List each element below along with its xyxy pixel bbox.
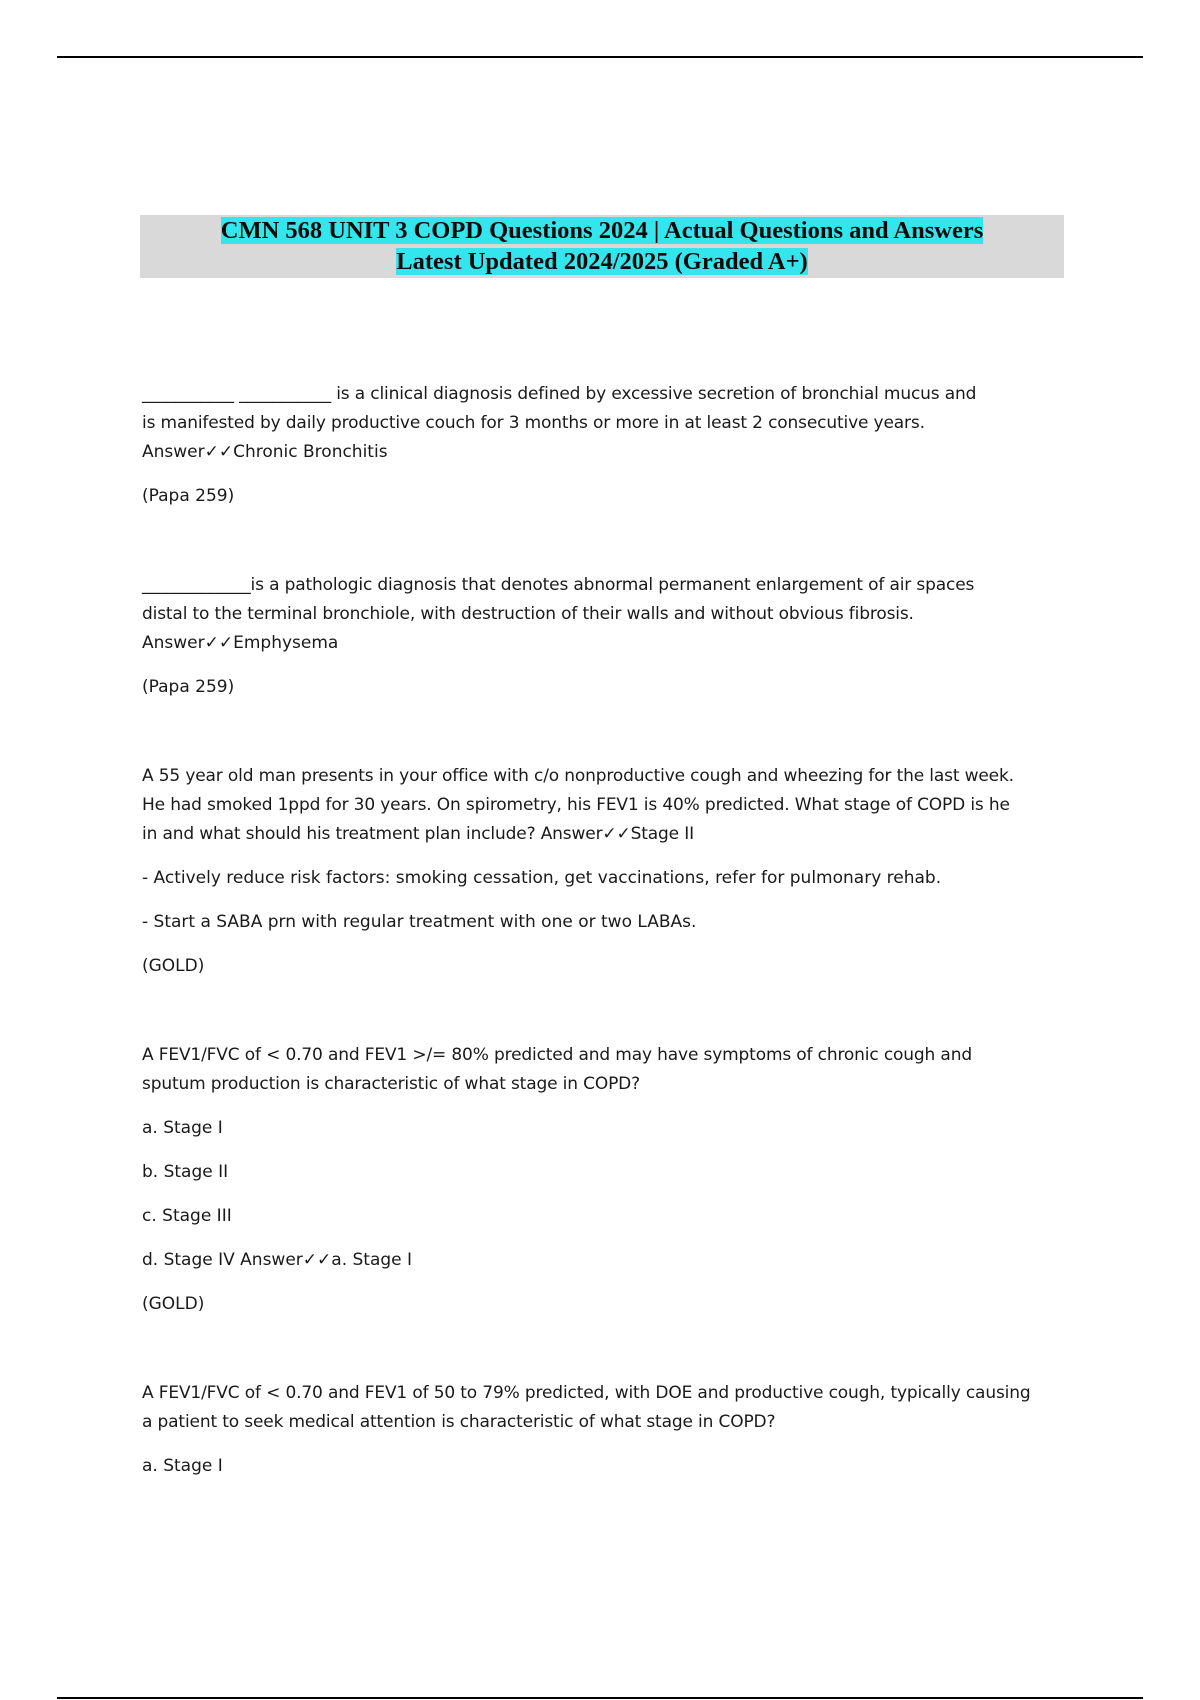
- answer-option: d. Stage IV Answer✓✓a. Stage I: [142, 1250, 413, 1270]
- answer-option: b. Stage II: [142, 1162, 229, 1182]
- footer-rule: [57, 1697, 1143, 1699]
- question-text: A FEV1/FVC of < 0.70 and FEV1 >/= 80% predicted and may have symptoms of chronic cough and: [142, 1045, 972, 1065]
- answer-option: c. Stage III: [142, 1206, 232, 1226]
- answer-text: Answer✓✓Chronic Bronchitis: [142, 442, 388, 462]
- answer-text: Answer✓✓Emphysema: [142, 633, 339, 653]
- question-text: sputum production is characteristic of what stage in COPD?: [142, 1074, 640, 1094]
- answer-option: a. Stage I: [142, 1456, 223, 1476]
- answer-option: a. Stage I: [142, 1118, 223, 1138]
- document-title: [140, 215, 1064, 278]
- question-text: A FEV1/FVC of < 0.70 and FEV1 of 50 to 79% predicted, with DOE and productive cough, typically causing: [142, 1383, 1031, 1403]
- question-text: ___________ ___________ is a clinical diagnosis defined by excessive secretion of bronchial mucus and: [142, 384, 977, 404]
- source-reference: (Papa 259): [142, 486, 235, 506]
- source-reference: (Papa 259): [142, 677, 235, 697]
- title-line-1: CMN 568 UNIT 3 COPD Questions 2024 | Actual Questions and Answers: [220, 217, 984, 244]
- question-block: [142, 380, 1067, 511]
- source-reference: (GOLD): [142, 956, 205, 976]
- question-block: [142, 1041, 1067, 1319]
- question-list: [142, 380, 1067, 1481]
- question-block: [142, 571, 1067, 702]
- question-text: A 55 year old man presents in your office with c/o nonproductive cough and wheezing for the last week.: [142, 766, 1014, 786]
- title-line-2: Latest Updated 2024/2025 (Graded A+): [396, 248, 808, 275]
- treatment-bullet: - Actively reduce risk factors: smoking cessation, get vaccinations, refer for pulmonary rehab.: [142, 868, 942, 888]
- question-text: distal to the terminal bronchiole, with destruction of their walls and without obvious fibrosis.: [142, 604, 914, 624]
- question-block: [142, 762, 1067, 981]
- question-block: [142, 1379, 1067, 1481]
- question-text: He had smoked 1ppd for 30 years. On spirometry, his FEV1 is 40% predicted. What stage of COPD is he: [142, 795, 1010, 815]
- header-rule: [57, 56, 1143, 58]
- question-text: is manifested by daily productive couch for 3 months or more in at least 2 consecutive years.: [142, 413, 925, 433]
- source-reference: (GOLD): [142, 1294, 205, 1314]
- question-text: in and what should his treatment plan include? Answer✓✓Stage II: [142, 824, 694, 844]
- treatment-bullet: - Start a SABA prn with regular treatment with one or two LABAs.: [142, 912, 697, 932]
- question-text: a patient to seek medical attention is characteristic of what stage in COPD?: [142, 1412, 776, 1432]
- question-text: _____________is a pathologic diagnosis that denotes abnormal permanent enlargement of air spaces: [142, 575, 975, 595]
